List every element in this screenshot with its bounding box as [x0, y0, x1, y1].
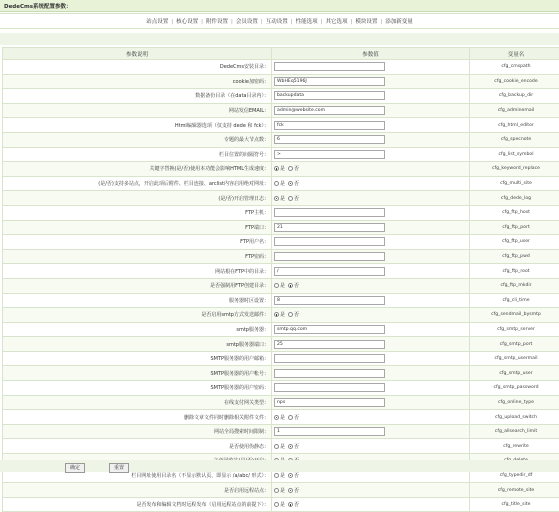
- radio-no-label: 否: [294, 487, 299, 494]
- radio-no[interactable]: [288, 196, 293, 201]
- table-row: [3, 103, 559, 118]
- radio-yes-label: 是: [280, 165, 285, 172]
- reset-button[interactable]: 重置: [109, 463, 129, 473]
- radio-yes[interactable]: [274, 473, 279, 478]
- param-label: 网站全局搜索时间限制：: [3, 424, 272, 439]
- radio-no-label: 否: [294, 414, 299, 421]
- param-value-cell: [272, 439, 470, 454]
- param-input[interactable]: admin@website.com: [274, 106, 385, 115]
- table-row: [3, 497, 559, 512]
- param-input[interactable]: WbHEq5196J: [274, 77, 385, 86]
- table-row: [3, 483, 559, 498]
- param-input[interactable]: smtp.qq.com: [274, 325, 385, 334]
- param-value-cell: [272, 381, 470, 396]
- table-row: [3, 410, 559, 425]
- table-row: [3, 264, 559, 279]
- param-value-cell: [272, 103, 470, 118]
- radio-no[interactable]: [288, 488, 293, 493]
- table-row: [3, 60, 559, 75]
- table-row: [3, 439, 559, 454]
- table-row: [3, 337, 559, 352]
- radio-yes-label: 是: [280, 501, 285, 508]
- param-label: Html编辑器选项（仅支持 dede 和 fck）：: [3, 118, 272, 133]
- param-label: FTP端口：: [3, 220, 272, 235]
- tab-1[interactable]: 核心设置: [173, 17, 201, 25]
- radio-yes-label: 是: [280, 180, 285, 187]
- param-input[interactable]: [274, 383, 385, 392]
- param-label: smtp服务器：: [3, 322, 272, 337]
- table-row: [3, 308, 559, 323]
- table-row: [3, 395, 559, 410]
- table-row: [3, 424, 559, 439]
- param-label: 关键字替换(是/否)使用本功能会影响HTML生成速度：: [3, 162, 272, 177]
- radio-yes-label: 是: [280, 472, 285, 479]
- param-value-cell: [272, 497, 470, 512]
- param-value-cell: [272, 235, 470, 250]
- param-label: cookie加密码：: [3, 74, 272, 89]
- radio-no-label: 否: [294, 282, 299, 289]
- tab-separator: |: [171, 19, 173, 25]
- param-input[interactable]: [274, 369, 385, 378]
- tab-separator: |: [380, 19, 382, 25]
- param-value-cell: [272, 424, 470, 439]
- param-input[interactable]: 21: [274, 223, 385, 232]
- table-row: [3, 191, 559, 206]
- param-var-name: cfg_ftp_user: [470, 235, 559, 250]
- param-input[interactable]: [274, 208, 385, 217]
- table-row: [3, 249, 559, 264]
- param-label: 是否强制用FTP创建目录：: [3, 278, 272, 293]
- param-value-cell: [272, 322, 470, 337]
- param-value-cell: [272, 337, 470, 352]
- param-var-name: cfg_multi_site: [470, 176, 559, 191]
- param-var-name: cfg_sendmail_bysmtp: [470, 308, 559, 323]
- param-value-cell: [272, 147, 470, 162]
- tab-separator: |: [291, 19, 293, 25]
- param-input[interactable]: 6: [274, 135, 385, 144]
- param-label: 是否启用smtp方式发送邮件：: [3, 308, 272, 323]
- table-row: [3, 147, 559, 162]
- param-input[interactable]: 8: [274, 296, 385, 305]
- param-value-cell: [272, 395, 470, 410]
- param-value-cell: [272, 162, 470, 177]
- param-input[interactable]: [274, 252, 385, 261]
- radio-no-label: 否: [294, 443, 299, 450]
- table-row: [3, 278, 559, 293]
- param-label: DedeCms安装目录：: [3, 60, 272, 75]
- radio-no[interactable]: [288, 444, 293, 449]
- param-var-name: cfg_dede_log: [470, 191, 559, 206]
- radio-yes[interactable]: [274, 283, 279, 288]
- param-label: 网站根在FTP中的目录：: [3, 264, 272, 279]
- table-row: [3, 220, 559, 235]
- param-label: 服务器时区设置：: [3, 293, 272, 308]
- param-value-cell: [272, 89, 470, 104]
- param-input[interactable]: [274, 62, 385, 71]
- param-value-cell: [272, 410, 470, 425]
- param-var-name: cfg_html_editor: [470, 118, 559, 133]
- radio-no[interactable]: [288, 312, 293, 317]
- param-label: (是/否)支持多站点，开启此项后附件、栏目连接、arclist内容启用绝对网址：: [3, 176, 272, 191]
- param-label: 是否启用远程站点：: [3, 483, 272, 498]
- table-row: [3, 162, 559, 177]
- radio-yes-label: 是: [280, 414, 285, 421]
- param-var-name: cfg_ftp_root: [470, 264, 559, 279]
- param-label: FTP用户名：: [3, 235, 272, 250]
- param-var-name: cfg_smtp_password: [470, 381, 559, 396]
- param-var-name: cfg_adminemail: [470, 103, 559, 118]
- param-input[interactable]: 25: [274, 340, 385, 349]
- radio-yes[interactable]: [274, 415, 279, 420]
- param-input[interactable]: [274, 237, 385, 246]
- tab-3[interactable]: 会员设置: [233, 17, 261, 25]
- param-value-cell: [272, 176, 470, 191]
- param-var-name: cfg_rewrite: [470, 439, 559, 454]
- col-header-name: 参数说明: [3, 48, 272, 60]
- table-row: [3, 205, 559, 220]
- table-row: [3, 118, 559, 133]
- param-value-cell: [272, 132, 470, 147]
- param-label: SMTP服务器的用户邮箱：: [3, 351, 272, 366]
- tab-separator: |: [321, 19, 323, 25]
- param-value-cell: [272, 249, 470, 264]
- param-label: 栏目位置的间隔符号：: [3, 147, 272, 162]
- param-var-name: cfg_upload_switch: [470, 410, 559, 425]
- table-row: [3, 235, 559, 250]
- param-var-name: cfg_cmspath: [470, 60, 559, 75]
- param-var-name: cfg_cli_time: [470, 293, 559, 308]
- param-label: 是否发布和编辑文档时远程发布（启用远程站点的前提下）：: [3, 497, 272, 512]
- param-value-cell: [272, 205, 470, 220]
- param-input[interactable]: nps: [274, 398, 385, 407]
- param-input[interactable]: /: [274, 267, 385, 276]
- radio-no-label: 否: [294, 165, 299, 172]
- param-label: 栏目网址使用目录名（不显示默认页，即显示 /a/abc/ 形式）：: [3, 468, 272, 483]
- tabs-row: [0, 17, 559, 25]
- param-var-name: cfg_ftp_host: [470, 205, 559, 220]
- param-value-cell: [272, 293, 470, 308]
- param-input[interactable]: backupdata: [274, 91, 385, 100]
- table-row: [3, 351, 559, 366]
- radio-no-label: 否: [294, 472, 299, 479]
- table-row: [3, 132, 559, 147]
- radio-yes[interactable]: [274, 196, 279, 201]
- radio-yes[interactable]: [274, 181, 279, 186]
- radio-no[interactable]: [288, 181, 293, 186]
- tab-separator: |: [231, 19, 233, 25]
- table-row: [3, 293, 559, 308]
- col-header-value: 参数值: [272, 48, 470, 60]
- radio-yes-label: 是: [280, 487, 285, 494]
- table-row: [3, 89, 559, 104]
- param-label: SMTP服务器的用户帐号：: [3, 366, 272, 381]
- param-var-name: cfg_cookie_encode: [470, 74, 559, 89]
- param-var-name: cfg_smtp_port: [470, 337, 559, 352]
- radio-no[interactable]: [288, 166, 293, 171]
- settings-tabs: [0, 13, 559, 29]
- radio-no-label: 否: [294, 195, 299, 202]
- param-input[interactable]: fck: [274, 121, 385, 130]
- tab-4[interactable]: 互动设置: [263, 17, 291, 25]
- radio-yes[interactable]: [274, 312, 279, 317]
- tab-7[interactable]: 模块设置: [352, 17, 380, 25]
- radio-no[interactable]: [288, 415, 293, 420]
- radio-yes-label: 是: [280, 282, 285, 289]
- radio-yes-label: 是: [280, 311, 285, 318]
- radio-yes[interactable]: [274, 502, 279, 507]
- tab-separator: |: [261, 19, 263, 25]
- param-value-cell: [272, 220, 470, 235]
- param-label: FTP主机：: [3, 205, 272, 220]
- tab-separator: |: [201, 19, 203, 25]
- param-var-name: cfg_specnote: [470, 132, 559, 147]
- table-row: [3, 366, 559, 381]
- param-var-name: cfg_list_symbol: [470, 147, 559, 162]
- param-input[interactable]: [274, 354, 385, 363]
- param-value-cell: [272, 308, 470, 323]
- param-value-cell: [272, 118, 470, 133]
- param-var-name: cfg_remote_site: [470, 483, 559, 498]
- radio-yes[interactable]: [274, 444, 279, 449]
- tab-2[interactable]: 附件设置: [203, 17, 231, 25]
- config-table: [2, 47, 559, 512]
- tab-separator: |: [351, 19, 353, 25]
- param-label: 在线支付网关类型：: [3, 395, 272, 410]
- radio-no[interactable]: [288, 473, 293, 478]
- param-value-cell: [272, 60, 470, 75]
- table-row: [3, 322, 559, 337]
- radio-no-label: 否: [294, 311, 299, 318]
- param-var-name: cfg_smtp_usermail: [470, 351, 559, 366]
- param-label: 删除文章文件同时删除相关附件文件：: [3, 410, 272, 425]
- param-var-name: cfg_smtp_server: [470, 322, 559, 337]
- tab-8[interactable]: 添加新变量: [382, 17, 416, 25]
- param-label: FTP密码：: [3, 249, 272, 264]
- param-value-cell: [272, 191, 470, 206]
- param-label: 专题的最大节点数：: [3, 132, 272, 147]
- param-label: SMTP服务器的用户密码：: [3, 381, 272, 396]
- radio-yes-label: 是: [280, 195, 285, 202]
- param-value-cell: [272, 366, 470, 381]
- header-band: [0, 33, 559, 45]
- table-header-row: [3, 48, 559, 60]
- param-value-cell: [272, 74, 470, 89]
- param-label: 数据备份目录（在data目录内）：: [3, 89, 272, 104]
- param-var-name: cfg_title_site: [470, 497, 559, 512]
- param-var-name: cfg_online_type: [470, 395, 559, 410]
- col-header-var: 变量名: [470, 48, 559, 60]
- radio-no-label: 否: [294, 180, 299, 187]
- param-label: 是否使用伪静态：: [3, 439, 272, 454]
- param-label: (是/否)开启管理日志：: [3, 191, 272, 206]
- param-var-name: cfg_ftp_port: [470, 220, 559, 235]
- title-bar: [0, 0, 559, 12]
- table-row: [3, 381, 559, 396]
- param-input[interactable]: 1: [274, 427, 385, 436]
- param-label: 网站发信EMAIL：: [3, 103, 272, 118]
- tab-5[interactable]: 性能选项: [293, 17, 321, 25]
- param-var-name: cfg_typedir_df: [470, 468, 559, 483]
- radio-no-label: 否: [294, 501, 299, 508]
- param-value-cell: [272, 483, 470, 498]
- param-var-name: cfg_ftp_pwd: [470, 249, 559, 264]
- tab-6[interactable]: 其它选项: [322, 17, 350, 25]
- param-var-name: cfg_smtp_user: [470, 366, 559, 381]
- param-var-name: cfg_ftp_mkdir: [470, 278, 559, 293]
- page-title: DedeCms系统配置参数：: [4, 2, 72, 10]
- param-label: smtp服务器端口：: [3, 337, 272, 352]
- param-var-name: cfg_keyword_replace: [470, 162, 559, 177]
- param-var-name: cfg_allsearch_limit: [470, 424, 559, 439]
- ok-button[interactable]: 确定: [65, 463, 85, 473]
- radio-yes-label: 是: [280, 443, 285, 450]
- param-value-cell: [272, 351, 470, 366]
- param-value-cell: [272, 278, 470, 293]
- table-row: [3, 176, 559, 191]
- table-row: [3, 74, 559, 89]
- param-var-name: cfg_backup_dir: [470, 89, 559, 104]
- radio-no[interactable]: [288, 283, 293, 288]
- tab-0[interactable]: 站点设置: [143, 17, 171, 25]
- param-input[interactable]: >: [274, 150, 385, 159]
- param-value-cell: [272, 264, 470, 279]
- radio-no[interactable]: [288, 502, 293, 507]
- radio-yes[interactable]: [274, 166, 279, 171]
- radio-yes[interactable]: [274, 488, 279, 493]
